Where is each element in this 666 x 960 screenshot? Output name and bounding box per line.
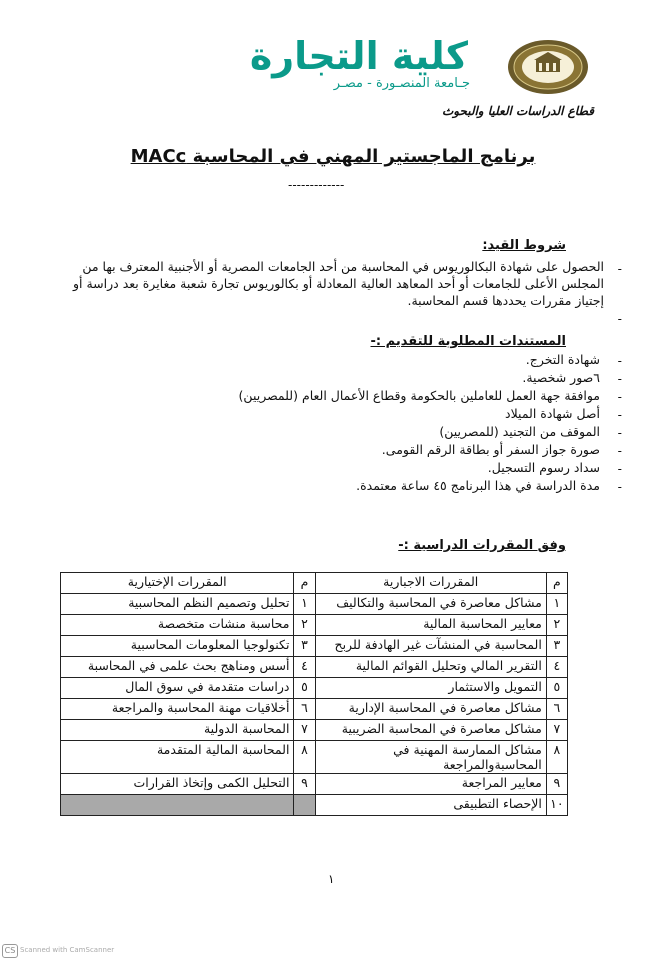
document-item: ٦صور شخصية. bbox=[522, 370, 600, 385]
documents-heading: المستندات المطلوبة للتقديم :- bbox=[370, 334, 566, 349]
document-item: مدة الدراسة في هذا البرنامج ٤٥ ساعة معتمدة. bbox=[356, 478, 600, 493]
courses-table bbox=[60, 572, 568, 816]
row-num: ٧ bbox=[546, 720, 567, 741]
document-item: أصل شهادة الميلاد bbox=[505, 406, 600, 421]
bullet-dash: - bbox=[617, 354, 622, 368]
elective-course: دراسات متقدمة في سوق المال bbox=[61, 678, 294, 699]
admission-heading: شروط القيد: bbox=[482, 238, 566, 253]
row-num: ٢ bbox=[546, 615, 567, 636]
elective-course: أسس ومناهج بحث علمى في المحاسبة bbox=[61, 657, 294, 678]
table-row bbox=[61, 774, 568, 795]
row-num: ٥ bbox=[546, 678, 567, 699]
bullet-dash: - bbox=[617, 408, 622, 422]
row-num: ٣ bbox=[546, 636, 567, 657]
page-number: ١ bbox=[328, 872, 335, 886]
row-num: ٨ bbox=[546, 741, 567, 774]
row-num-2: ٥ bbox=[294, 678, 315, 699]
col-header-num-2: م bbox=[294, 573, 315, 594]
document-item: الموقف من التجنيد (للمصريين) bbox=[439, 424, 600, 439]
table-row bbox=[61, 636, 568, 657]
table-header-row bbox=[61, 573, 568, 594]
elective-course: التحليل الكمى وإتخاذ القرارات bbox=[61, 774, 294, 795]
document-item: موافقة جهة العمل للعاملين بالحكومة وقطاع الأعمال العام (للمصريين) bbox=[238, 388, 600, 403]
empty-cell bbox=[294, 795, 315, 816]
col-header-required: المقررات الاجبارية bbox=[315, 573, 546, 594]
row-num: ١ bbox=[546, 594, 567, 615]
bullet-dash: - bbox=[617, 426, 622, 440]
faculty-logo-subtitle: جـامعة المنصـورة - مصـر bbox=[333, 76, 470, 91]
bullet-dash: - bbox=[617, 372, 622, 386]
required-course: مشاكل معاصرة في المحاسبة والتكاليف bbox=[315, 594, 546, 615]
required-course: مشاكل معاصرة في المحاسبة الضريبية bbox=[315, 720, 546, 741]
row-num: ١٠ bbox=[546, 795, 567, 816]
table-row bbox=[61, 699, 568, 720]
table-row bbox=[61, 657, 568, 678]
faculty-logo-title: كلية التجارة bbox=[249, 34, 468, 78]
elective-course: المحاسبة الدولية bbox=[61, 720, 294, 741]
bullet-dash: - bbox=[617, 462, 622, 476]
required-course: مشاكل الممارسة المهنية في المحاسبةوالمراجعة bbox=[315, 741, 546, 774]
elective-course: أخلاقيات مهنة المحاسبة والمراجعة bbox=[61, 699, 294, 720]
required-course: معايير المراجعة bbox=[315, 774, 546, 795]
required-course: المحاسبة في المنشآت غير الهادفة للربح bbox=[315, 636, 546, 657]
title-underline: ------------- bbox=[288, 178, 345, 192]
row-num-2: ٩ bbox=[294, 774, 315, 795]
row-num-2: ٦ bbox=[294, 699, 315, 720]
camscanner-badge: CS bbox=[2, 944, 18, 958]
document-item: سداد رسوم التسجيل. bbox=[487, 460, 600, 475]
table-row bbox=[61, 594, 568, 615]
document-item: صورة جواز السفر أو بطاقة الرقم القومى. bbox=[381, 442, 600, 457]
elective-course: محاسبة منشات متخصصة bbox=[61, 615, 294, 636]
bullet-dash: - bbox=[617, 480, 622, 494]
required-course: مشاكل معاصرة في المحاسبة الإدارية bbox=[315, 699, 546, 720]
table-row bbox=[61, 615, 568, 636]
required-course: معايير المحاسبة المالية bbox=[315, 615, 546, 636]
document-item: شهادة التخرج. bbox=[525, 352, 600, 367]
col-header-elective: المقررات الإختيارية bbox=[61, 573, 294, 594]
row-num: ٩ bbox=[546, 774, 567, 795]
elective-course: تكنولوجيا المعلومات المحاسبية bbox=[61, 636, 294, 657]
row-num-2: ٤ bbox=[294, 657, 315, 678]
admission-text: الحصول على شهادة البكالوريوس في المحاسبة من أحد الجامعات المصرية أو الأجنبية المعترف بها من المجلس الأعلى للجامعات أو أحد المعاهد العالية المعادلة أو بكالوريوس تجارة شعبة مغايرة بعد دراسة أو إجتياز مقررات يحددها قسم المحاسبة. bbox=[73, 259, 604, 308]
row-num: ٦ bbox=[546, 699, 567, 720]
table-row bbox=[61, 795, 568, 816]
courses-heading: وفق المقررات الدراسية :- bbox=[398, 538, 566, 553]
table-row bbox=[61, 720, 568, 741]
table-row bbox=[61, 741, 568, 774]
page-title-text: برنامج الماجستير المهني في المحاسبة MACc bbox=[130, 146, 536, 167]
required-course: التقرير المالي وتحليل القوائم المالية bbox=[315, 657, 546, 678]
elective-course: المحاسبة المالية المتقدمة bbox=[61, 741, 294, 774]
sector-label: قطاع الدراسات العليا والبحوث bbox=[441, 104, 594, 118]
row-num-2: ٧ bbox=[294, 720, 315, 741]
bullet-dash: - bbox=[617, 390, 622, 404]
elective-course: تحليل وتصميم النظم المحاسبية bbox=[61, 594, 294, 615]
row-num-2: ٢ bbox=[294, 615, 315, 636]
university-seal-icon bbox=[506, 38, 590, 96]
row-num: ٤ bbox=[546, 657, 567, 678]
page-title bbox=[0, 146, 666, 167]
row-num-2: ٨ bbox=[294, 741, 315, 774]
empty-cell bbox=[61, 795, 294, 816]
bullet-dash: - bbox=[617, 444, 622, 458]
admission-dash: - bbox=[617, 262, 622, 276]
required-course: التمويل والاستثمار bbox=[315, 678, 546, 699]
row-num-2: ٣ bbox=[294, 636, 315, 657]
col-header-num: م bbox=[546, 573, 567, 594]
camscanner-text: Scanned with CamScanner bbox=[20, 946, 115, 954]
table-row bbox=[61, 678, 568, 699]
row-num-2: ١ bbox=[294, 594, 315, 615]
required-course: الإحصاء التطبيقى bbox=[315, 795, 546, 816]
admission-dash-2: - bbox=[617, 312, 622, 326]
